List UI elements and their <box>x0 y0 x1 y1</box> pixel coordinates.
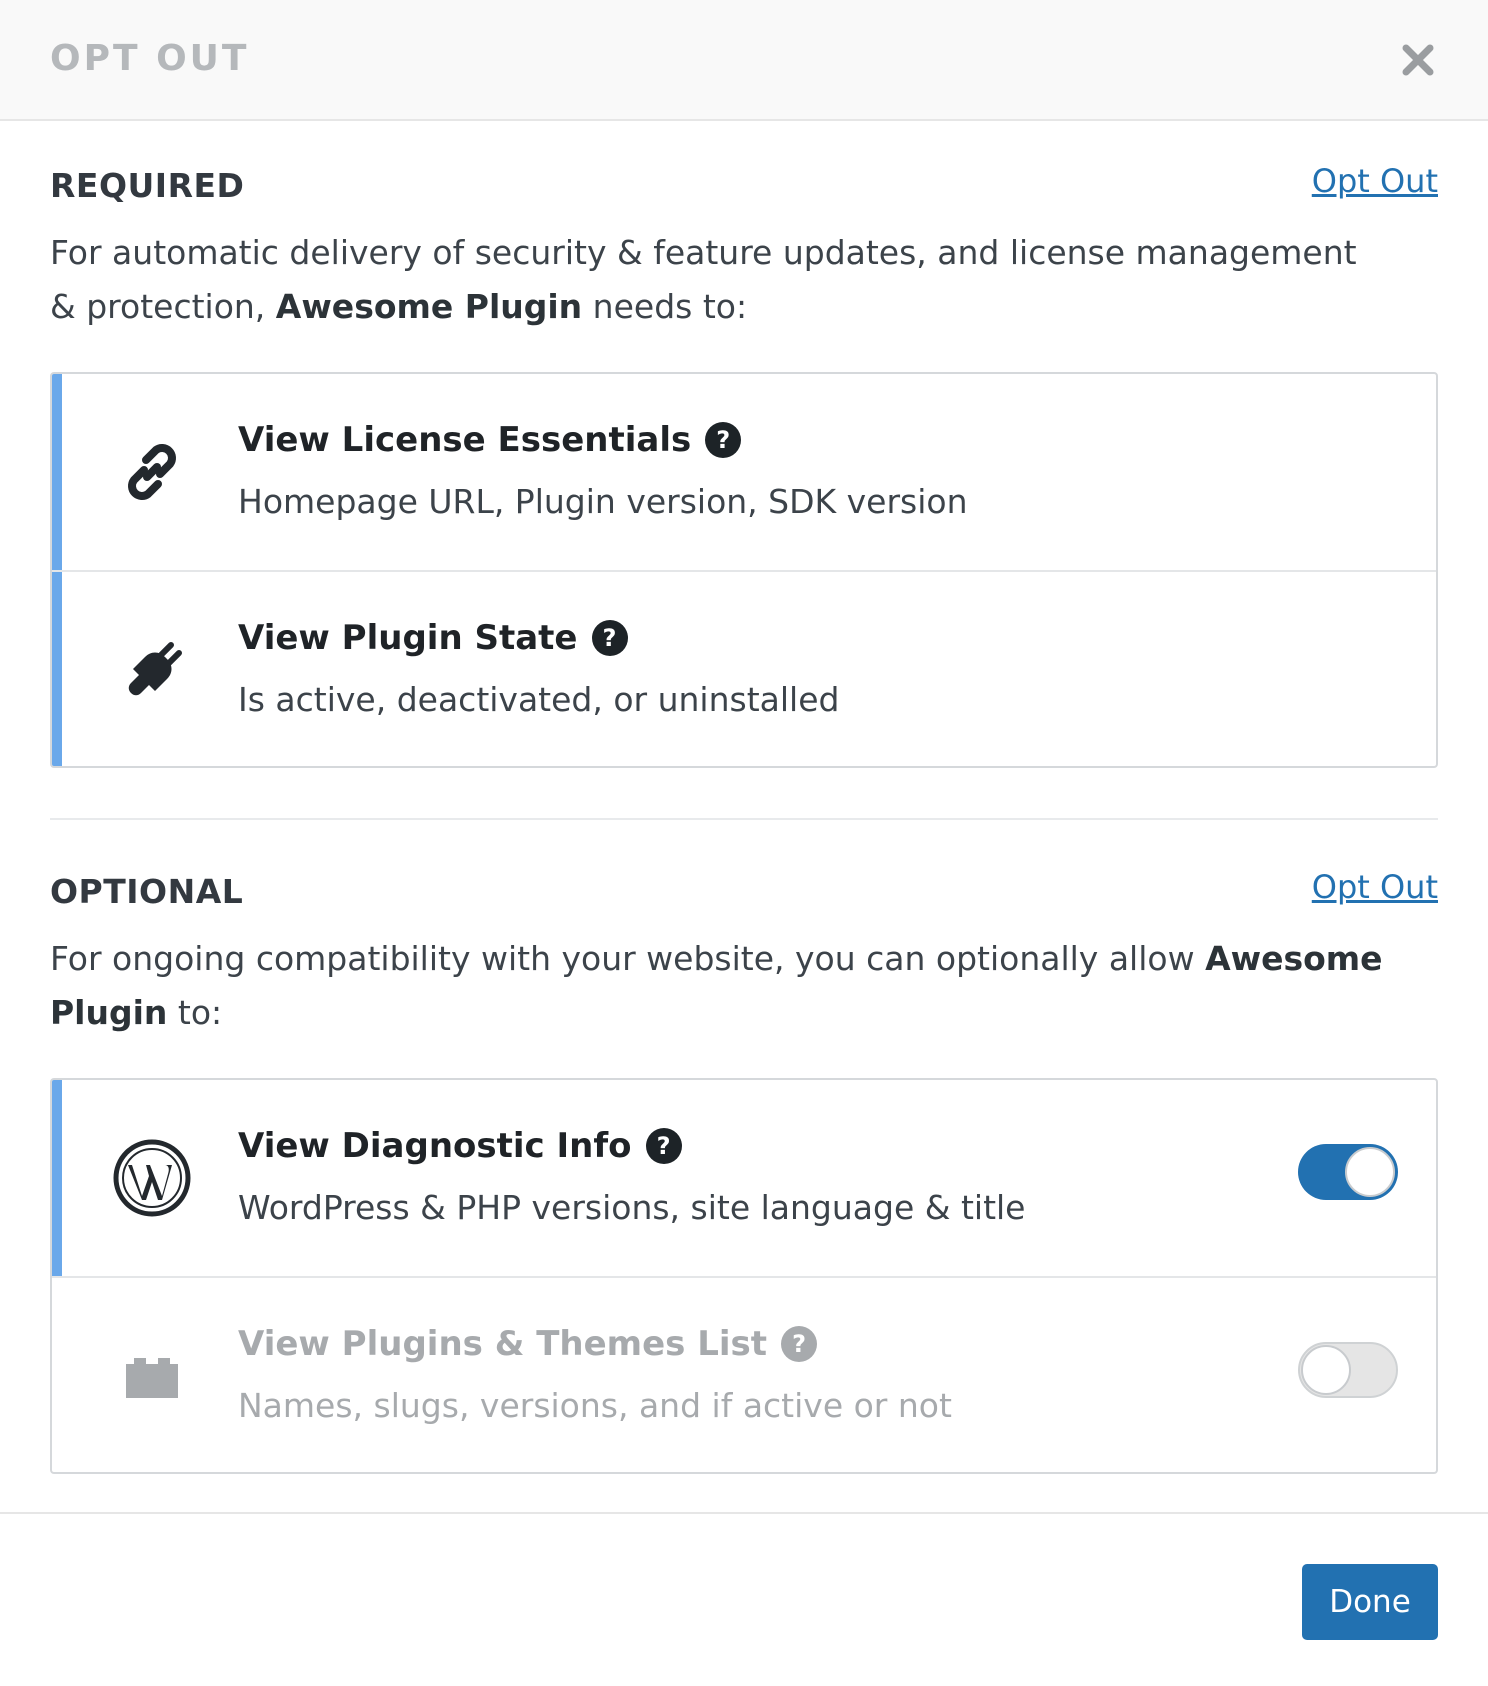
permission-title <box>238 618 628 658</box>
permission-title-text: View Diagnostic Info <box>238 1126 632 1166</box>
link-icon <box>112 432 192 512</box>
section-divider <box>50 818 1438 820</box>
permission-diagnostic-info <box>52 1080 1436 1276</box>
optional-desc-text-end: to: <box>167 993 223 1032</box>
permission-title-text: View Plugin State <box>238 618 578 658</box>
close-button[interactable] <box>1400 42 1436 78</box>
required-desc-text-end: needs to: <box>582 287 748 326</box>
toggle-knob <box>1301 1345 1351 1395</box>
done-button[interactable]: Done <box>1302 1564 1438 1640</box>
permission-description: Homepage URL, Plugin version, SDK version <box>238 482 968 521</box>
permission-title <box>238 1324 817 1364</box>
help-icon[interactable]: ? <box>781 1326 817 1362</box>
permission-title-text: View License Essentials <box>238 420 692 460</box>
toggle-knob <box>1345 1147 1395 1197</box>
help-icon[interactable]: ? <box>705 422 741 458</box>
plug-icon <box>112 630 192 710</box>
puzzle-piece-icon <box>112 1336 192 1416</box>
optional-section-title: OPTIONAL <box>50 872 244 911</box>
help-icon[interactable]: ? <box>646 1128 682 1164</box>
optional-desc-plugin-name: Awesome Plugin <box>50 939 1383 1032</box>
permission-plugins-themes-list <box>52 1276 1436 1472</box>
optional-desc-text: For ongoing compatibility with your website, you can optionally allow <box>50 939 1206 978</box>
close-icon <box>1400 42 1436 78</box>
required-section-title: REQUIRED <box>50 166 245 205</box>
optional-description <box>50 932 1390 1040</box>
permission-title <box>238 420 741 460</box>
help-icon[interactable]: ? <box>592 620 628 656</box>
required-section <box>50 162 1438 768</box>
permission-description: Names, slugs, versions, and if active or not <box>238 1386 952 1425</box>
required-desc-plugin-name: Awesome Plugin <box>275 287 583 326</box>
permission-plugin-state <box>52 570 1436 766</box>
permission-description: Is active, deactivated, or uninstalled <box>238 680 840 719</box>
optional-permissions-list <box>50 1078 1438 1474</box>
modal-title: OPT OUT <box>50 38 250 79</box>
required-description <box>50 226 1390 334</box>
diagnostic-info-toggle[interactable] <box>1298 1144 1398 1200</box>
plugins-themes-list-toggle[interactable] <box>1298 1342 1398 1398</box>
permission-title <box>238 1126 682 1166</box>
permission-license-essentials <box>52 374 1436 570</box>
optional-opt-out-link[interactable]: Opt Out <box>1311 868 1438 906</box>
optional-section <box>50 868 1438 1474</box>
modal-header <box>0 0 1488 121</box>
required-desc-text: For automatic delivery of security & feature updates, and license management & protection, <box>50 233 1357 326</box>
wordpress-icon <box>112 1138 192 1218</box>
modal-footer <box>0 1512 1488 1686</box>
required-opt-out-link[interactable]: Opt Out <box>1311 162 1438 200</box>
permission-description: WordPress & PHP versions, site language & title <box>238 1188 1026 1227</box>
permission-title-text: View Plugins & Themes List <box>238 1324 768 1364</box>
required-permissions-list <box>50 372 1438 768</box>
